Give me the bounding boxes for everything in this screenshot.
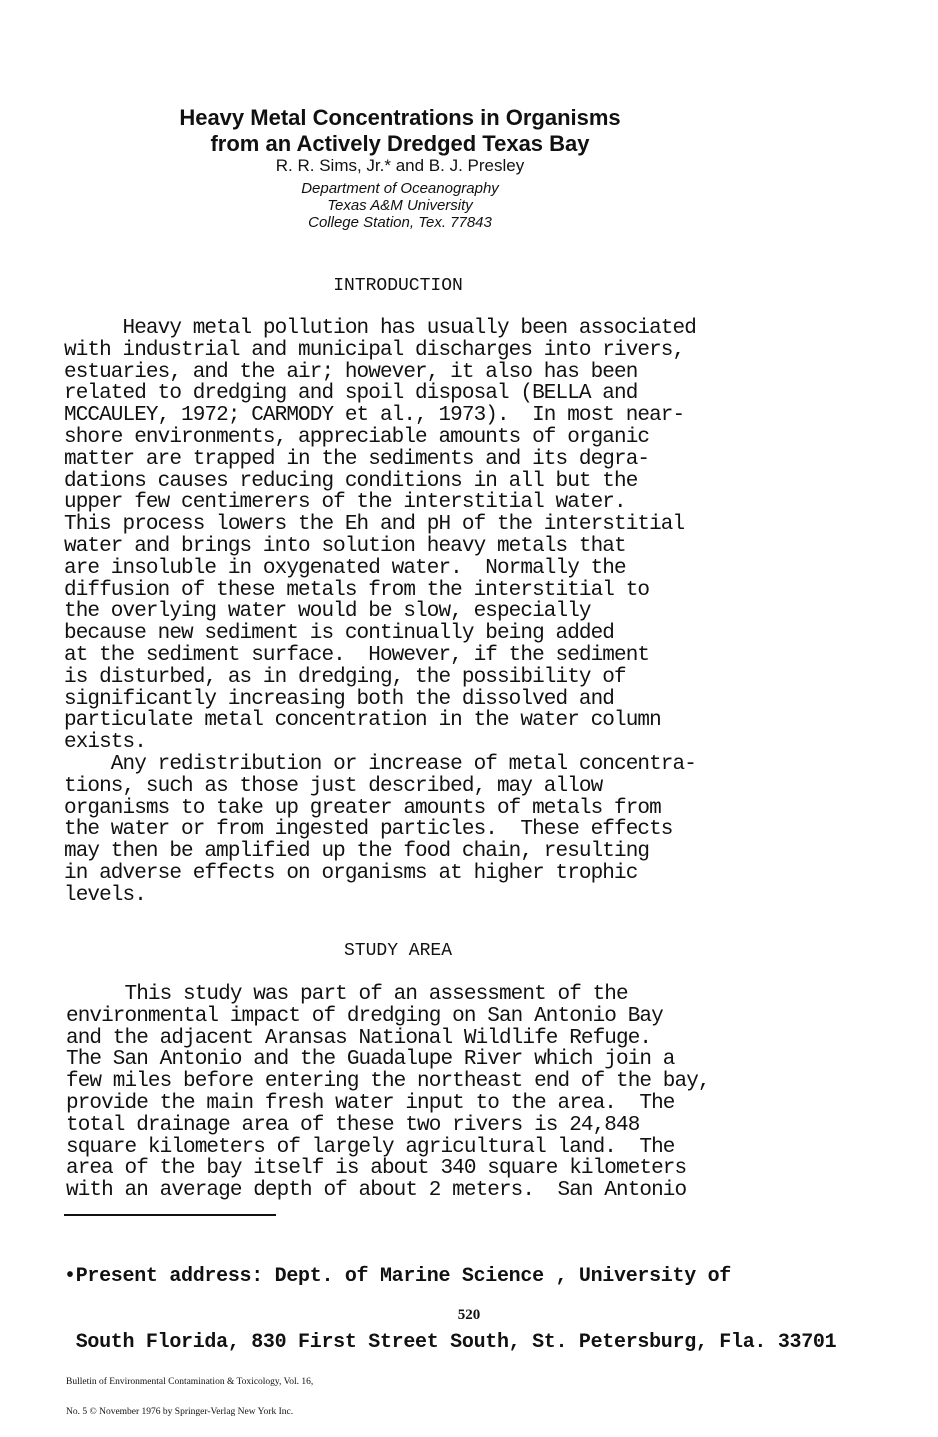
section-heading-introduction: INTRODUCTION (333, 276, 463, 296)
article-title-line-1: Heavy Metal Concentrations in Organisms (179, 105, 621, 130)
text-line: with an average depth of about 2 meters. San Antonio (66, 1179, 687, 1203)
text-line: water and brings into solution heavy metals that (64, 534, 626, 558)
text-line: because new sediment is continually being added (64, 622, 614, 646)
article-title-line-2: from an Actively Dredged Texas Bay (210, 131, 590, 156)
footnote-divider (64, 1214, 276, 1216)
text-line: environmental impact of dredging on San Antonio Bay (66, 1004, 663, 1028)
text-line: Heavy metal pollution has usually been associated (64, 317, 696, 340)
affiliation-address: College Station, Tex. 77843 (308, 214, 492, 231)
text-line: are insoluble in oxygenated water. Normally the (64, 556, 626, 580)
text-line: the overlying water would be slow, especially (64, 600, 591, 624)
text-line: upper few centimerers of the interstitial water. (64, 491, 626, 515)
journal-citation (66, 1357, 313, 1437)
footnote-line: South Florida, 830 First Street South, St. Petersburg, Fla. 33701 (64, 1331, 837, 1354)
text-line: estuaries, and the air; however, it also has been (64, 360, 638, 384)
text-line: tions, such as those just described, may allow (64, 774, 603, 798)
text-line: exists. (64, 731, 146, 755)
author-list: R. R. Sims, Jr.* and B. J. Presley (275, 156, 525, 175)
study-area-body (66, 984, 926, 1202)
affiliation-department: Department of Oceanography (301, 180, 499, 197)
text-line: and the adjacent Aransas National Wildlife Refuge. (66, 1026, 652, 1050)
text-line: at the sediment surface. However, if the sediment (64, 643, 650, 667)
text-line: dations causes reducing conditions in all but the (64, 469, 638, 493)
text-line: particulate metal concentration in the water column (64, 709, 661, 733)
text-line: with industrial and municipal discharges into rivers, (64, 338, 685, 362)
text-line: matter are trapped in the sediments and its degra- (64, 447, 650, 471)
footnote-line: •Present address: Dept. of Marine Science , University of (64, 1265, 732, 1288)
text-line: This process lowers the Eh and pH of the interstitial (64, 513, 685, 537)
text-line: related to dredging and spoil disposal (BELLA and (64, 382, 638, 406)
text-line: The San Antonio and the Guadalupe River which join a (66, 1048, 675, 1072)
text-line: diffusion of these metals from the interstitial to (64, 578, 650, 602)
introduction-body (64, 318, 924, 907)
section-heading-study-area: STUDY AREA (343, 941, 453, 961)
text-line: organisms to take up greater amounts of metals from (64, 796, 661, 820)
text-line: few miles before entering the northeast end of the bay, (66, 1070, 710, 1094)
text-line: square kilometers of largely agricultural land. The (66, 1135, 675, 1159)
text-line: total drainage area of these two rivers is 24,848 (66, 1113, 640, 1137)
text-line: provide the main fresh water input to the area. The (66, 1091, 675, 1115)
citation-line: No. 5 © November 1976 by Springer-Verlag New York Inc. (66, 1407, 294, 1417)
text-line: in adverse effects on organisms at higher trophic (64, 861, 638, 885)
text-line: is disturbed, as in dredging, the possibility of (64, 665, 626, 689)
text-line: levels. (64, 883, 146, 907)
citation-line: Bulletin of Environmental Contamination & Toxicology, Vol. 16, (66, 1377, 314, 1387)
text-line: the water or from ingested particles. These effects (64, 818, 673, 842)
text-line: significantly increasing both the dissolved and (64, 687, 614, 711)
text-line: MCCAULEY, 1972; CARMODY et al., 1973). In most near- (64, 404, 685, 428)
page-number: 520 (457, 1307, 481, 1323)
text-line: This study was part of an assessment of the (66, 983, 628, 1006)
text-line: area of the bay itself is about 340 square kilometers (66, 1157, 687, 1181)
text-line: shore environments, appreciable amounts of organic (64, 425, 650, 449)
text-line: Any redistribution or increase of metal concentra- (64, 752, 696, 776)
text-line: may then be amplified up the food chain, resulting (64, 840, 650, 864)
affiliation-university: Texas A&M University (327, 197, 473, 214)
